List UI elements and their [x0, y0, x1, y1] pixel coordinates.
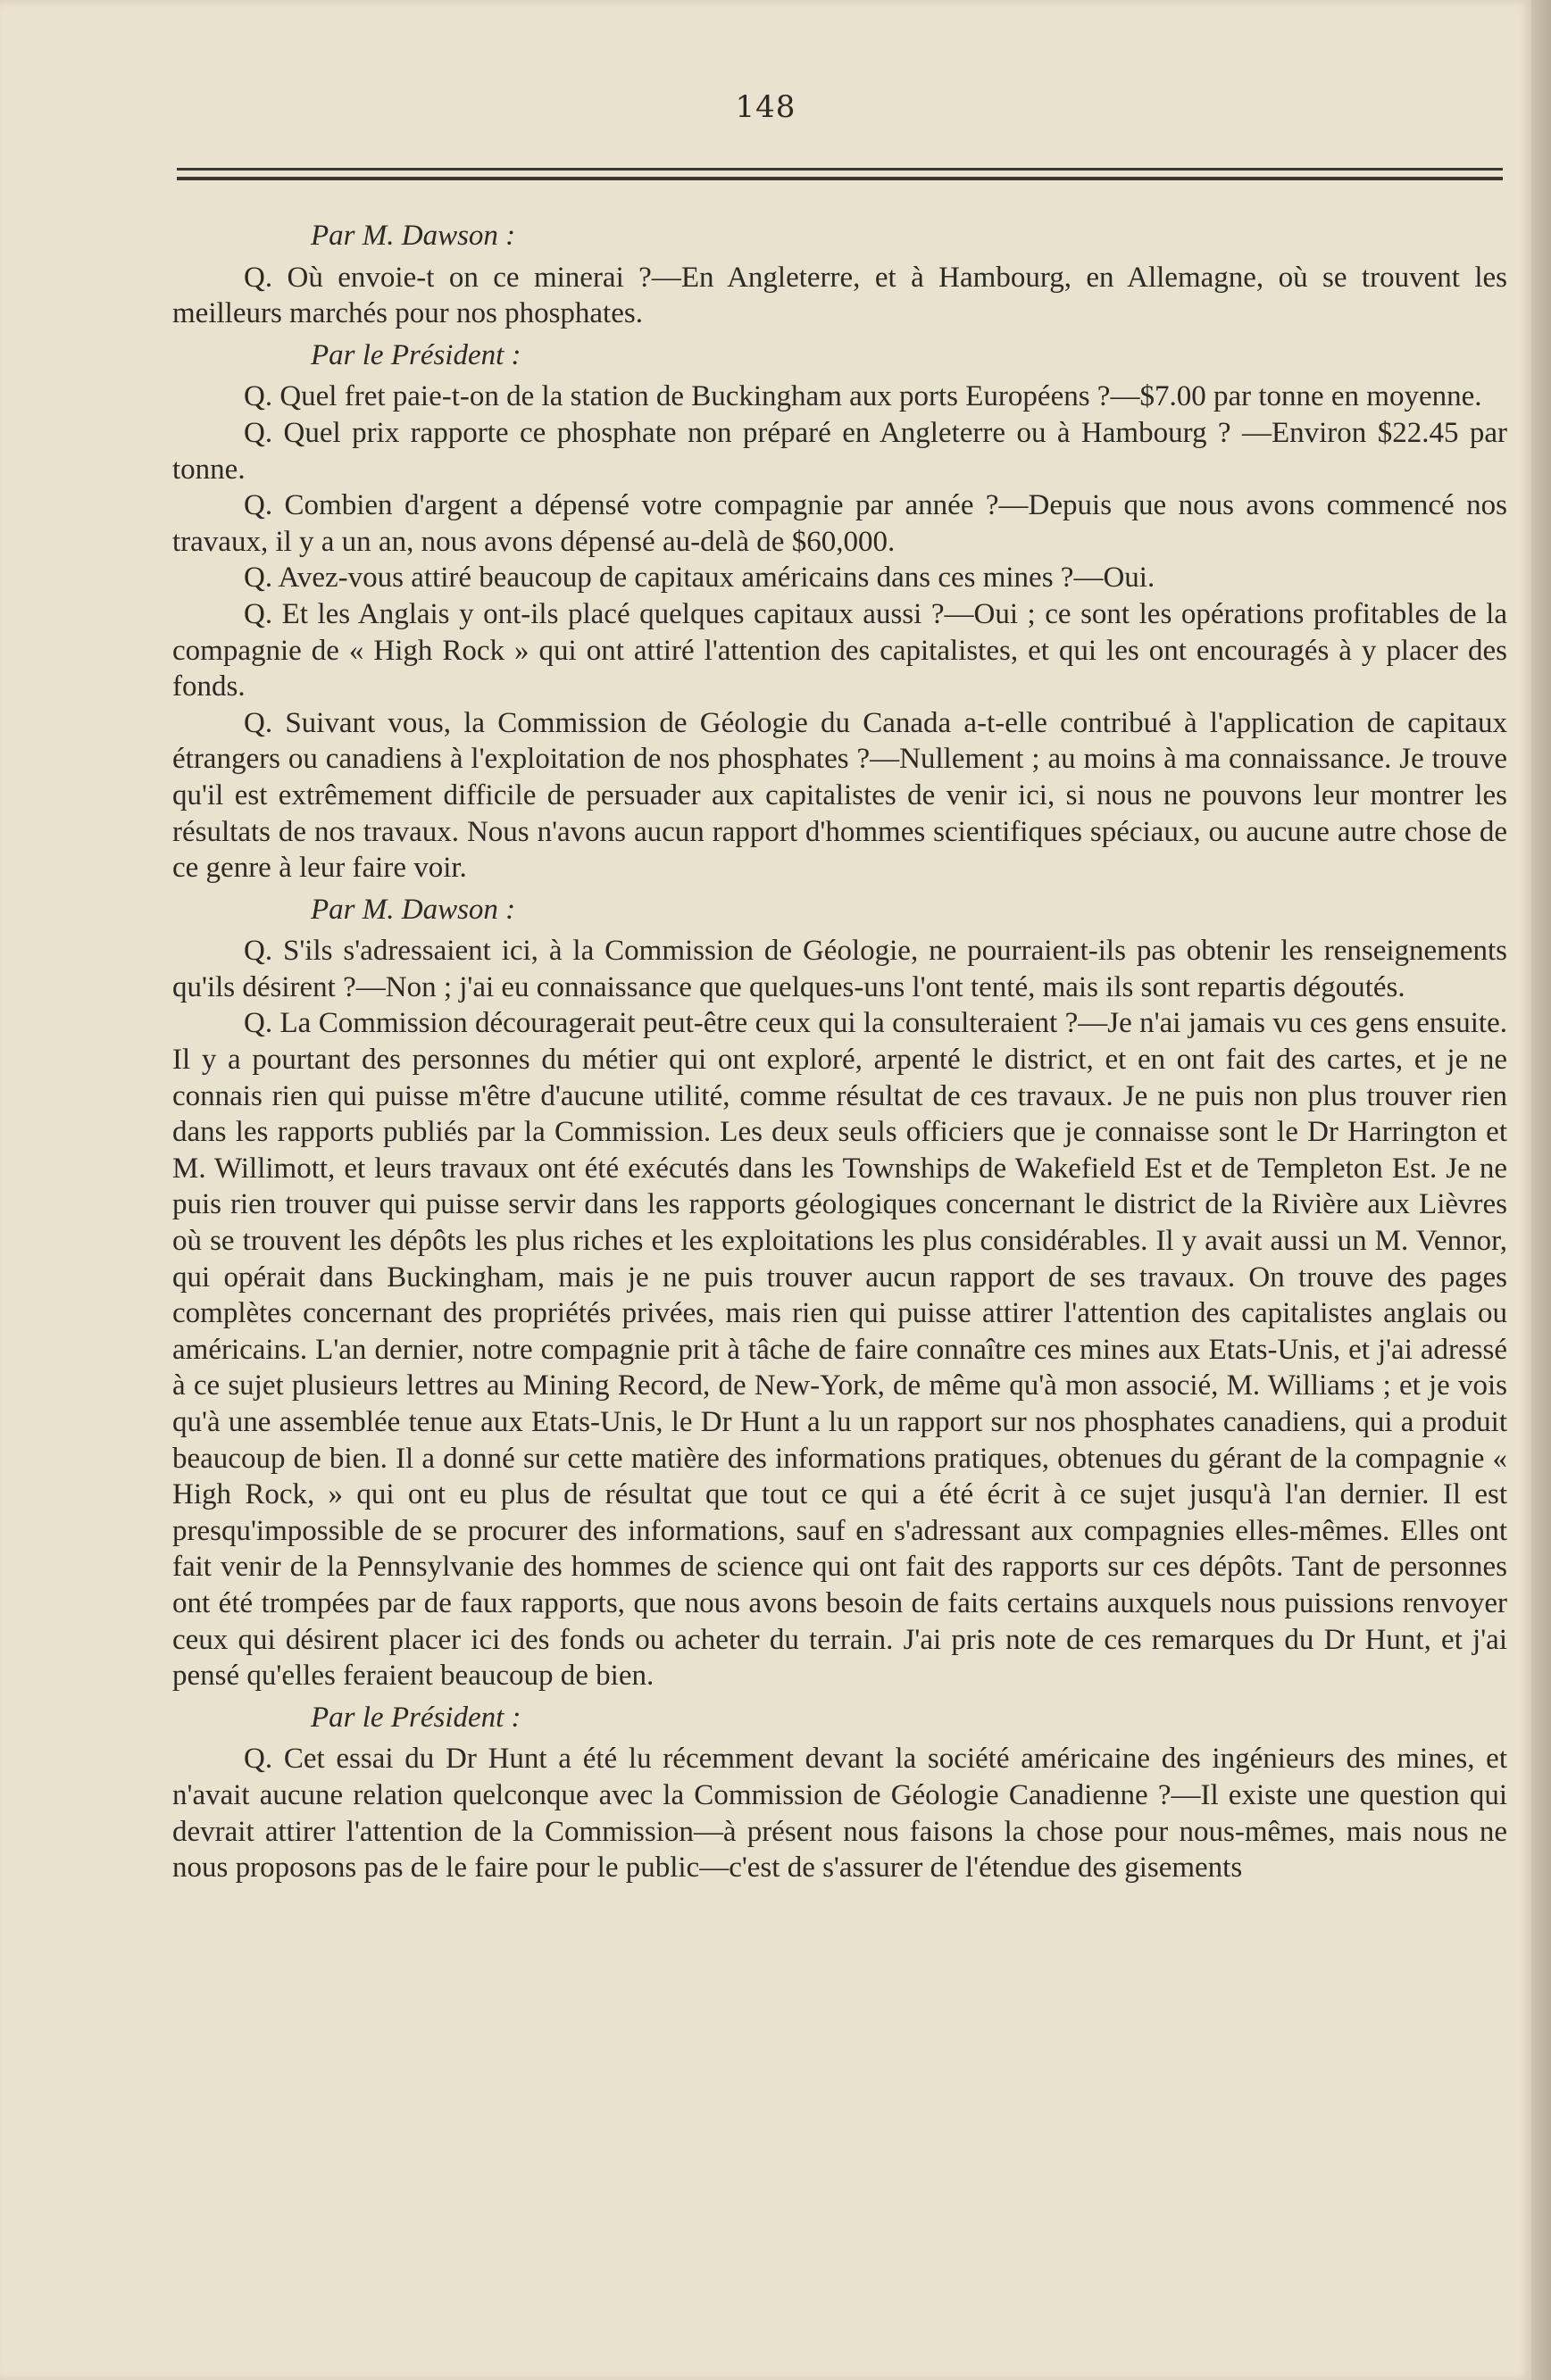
question-paragraph: Q. Cet essai du Dr Hunt a été lu récemment devant la société américaine des ingénieurs des mines, et n'avait aucune relation quelconque avec la Commission de Géologie Canadienne ?—Il existe une question qui devrait attirer l'attention de la Commission—à présent nous faisons la chose pour nous-mêmes, mais nous ne nous proposons pas de le faire pour le public—c'est de s'assurer de l'étendue des gisements — [172, 1743, 1507, 1885]
question-paragraph: Q. Combien d'argent a dépensé votre compagnie par année ?—Depuis que nous avons commencé nos travaux, il y a un an, nous avons dépensé au-delà de $60,000. — [172, 489, 1507, 558]
question-paragraph: Q. Quel prix rapporte ce phosphate non préparé en Angleterre ou à Hambourg ? —Environ $22.45 par tonne. — [172, 416, 1507, 486]
question-paragraph: Q. Quel fret paie-t-on de la station de Buckingham aux ports Européens ?—$7.00 par tonne en moyenne. — [244, 380, 1482, 413]
question-paragraph: Q. Et les Anglais y ont-ils placé quelques capitaux aussi ?—Oui ; ce sont les opérations profitables de la compagnie de « High Rock » qui ont attiré l'attention des capitalistes, et qui les ont encouragés à y placer des fonds. — [172, 597, 1507, 703]
question-paragraph: Q. Suivant vous, la Commission de Géologie du Canada a-t-elle contribué à l'application de capitaux étrangers ou canadiens à l'exploitation de nos phosphates ?—Nullement ; au moins à ma connaissance. Je trouve qu'il est extrêmement difficile de persuader aux capitalistes de venir ici, si nous ne pouvons leur montrer les résultats de nos travaux. Nous n'avons aucun rapport d'hommes scientifiques spéciaux, ou aucune autre chose de ce genre à leur faire voir. — [172, 706, 1507, 885]
header-rule-thick — [177, 177, 1503, 180]
question-paragraph: Q. S'ils s'adressaient ici, à la Commission de Géologie, ne pourraient-ils pas obtenir les renseignements qu'ils désirent ?—Non ; j'ai eu connaissance que quelques-uns l'ont tenté, mais ils sont repartis dégoutés. — [172, 935, 1507, 1003]
speaker-heading: Par le Président : — [311, 1701, 521, 1734]
speaker-heading: Par le Président : — [311, 338, 521, 371]
transcript-body — [172, 212, 1507, 1886]
question-paragraph: Q. Avez-vous attiré beaucoup de capitaux américains dans ces mines ?—Oui. — [244, 562, 1155, 595]
question-paragraph: Q. La Commission découragerait peut-être ceux qui la consulteraient ?—Je n'ai jamais vu ces gens ensuite. Il y a pourtant des personnes du métier qui ont exploré, arpenté le district, et en ont fait des cartes, et je ne connais rien qui puisse m'être d'aucune utilité, comme résultat de ces travaux. Je ne puis non plus trouver rien dans les rapports publiés par la Commission. Les deux seuls officiers que je connaisse sont le Dr Harrington et M. Willimott, et leurs travaux ont été exécutés dans les Townships de Wakefield Est et de Templeton Est. Je ne puis rien trouver qui puisse servir dans les rapports géologiques concernant le district de la Rivière aux Lièvres où se trouvent les dépôts les plus riches et les exploitations les plus considérables. Il y avait aussi un M. Vennor, qui opérait dans Buckingham, mais je ne puis trouver aucun rapport de ses travaux. On trouve des pages complètes concernant des propriétés privées, mais rien qui puisse attirer l'attention des capitalistes anglais ou américains. L'an dernier, notre compagnie prit à tâche de faire connaître ces mines aux Etats-Unis, et j'ai adressé à ce sujet plusieurs lettres au Mining Record, de New-York, de même qu'à mon associé, M. Williams ; et je vois qu'à une assemblée tenue aux Etats-Unis, le Dr Hunt a lu un rapport sur nos phosphates canadiens, qui a produit beaucoup de bien. Il a donné sur cette matière des informations pratiques, obtenues du gérant de la compagnie « High Rock, » qui ont eu plus de résultat que tout ce qui a été écrit à ce sujet jusqu'à l'an dernier. Il est presqu'impossible de se procurer des informations, sauf en s'adressant aux compagnies elles-mêmes. Elles ont fait venir de la Pennsylvanie des hommes de science qui ont fait des rapports sur ces dépôts. Tant de personnes ont été trompées par de faux rapports, que nous avons besoin de faits certains auxquels nous puissions renvoyer ceux qui désirent placer ici des fonds ou acheter du terrain. J'ai pris note de ces remarques du Dr Hunt, et j'ai pensé qu'elles feraient beaucoup de bien. — [172, 1007, 1507, 1693]
page-edge-shadow — [1531, 0, 1551, 2380]
header-rule-thin — [177, 168, 1503, 171]
speaker-heading: Par M. Dawson : — [311, 893, 516, 926]
question-paragraph: Q. Où envoie-t on ce minerai ?—En Angleterre, et à Hambourg, en Allemagne, où se trouvent les meilleurs marchés pour nos phosphates. — [172, 261, 1507, 330]
page-number: 148 — [735, 89, 796, 125]
speaker-heading: Par M. Dawson : — [311, 220, 516, 252]
